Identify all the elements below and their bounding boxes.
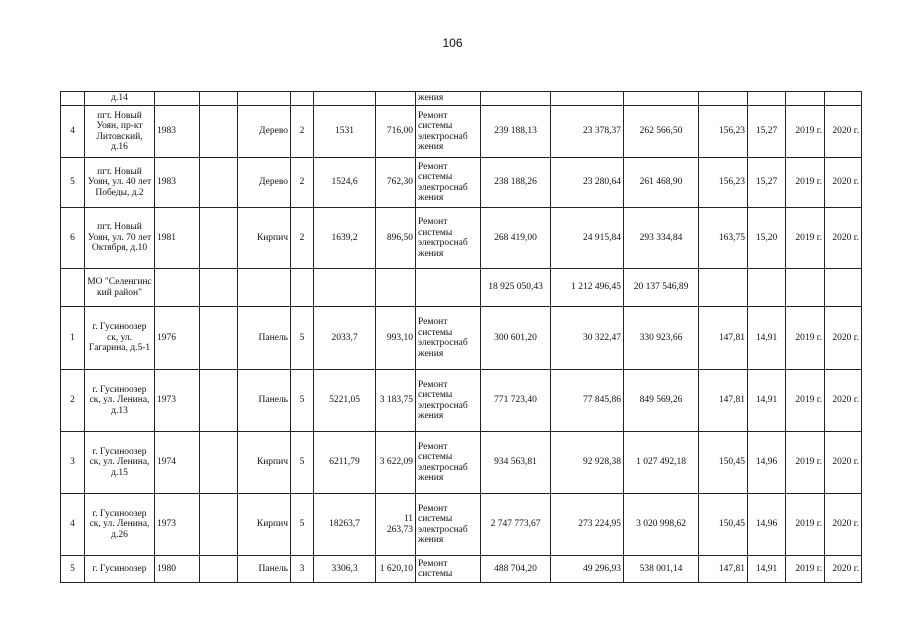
cost-per-m2-cell: 163,75 xyxy=(699,208,748,269)
empty-cell xyxy=(200,370,238,432)
floors-cell: 2 xyxy=(291,106,314,158)
address-cell: г. Гусиноозер ск, ул. Ленина, д.15 xyxy=(85,432,155,494)
total-area-cell: 2033,7 xyxy=(314,307,376,370)
work-type-cell: Ремонт системы электроснаб жения xyxy=(416,158,481,208)
cost-control-cell xyxy=(551,92,624,106)
row-number xyxy=(61,92,85,106)
floors-cell: 5 xyxy=(291,370,314,432)
end-year-cell xyxy=(825,92,862,106)
living-area-cell: 896,50 xyxy=(376,208,416,269)
empty-cell xyxy=(200,307,238,370)
cost-control-cell: 1 212 496,45 xyxy=(551,269,624,307)
floors-cell: 2 xyxy=(291,208,314,269)
work-type-cell: Ремонт системы xyxy=(416,556,481,583)
work-type-cell: Ремонт системы электроснаб жения xyxy=(416,432,481,494)
year-built-cell: 1981 xyxy=(155,208,200,269)
cost-control-cell: 23 280,64 xyxy=(551,158,624,208)
cost-total-cell xyxy=(624,92,699,106)
total-area-cell: 1639,2 xyxy=(314,208,376,269)
address-cell: пгт. Новый Уоян, ул. 70 лет Октября, д.10 xyxy=(85,208,155,269)
repair-program-table xyxy=(60,91,862,583)
cost-per-m2-cell xyxy=(699,269,748,307)
address-cell: г. Гусиноозер xyxy=(85,556,155,583)
percent-cell xyxy=(748,92,786,106)
cost-work-cell: 300 601,20 xyxy=(481,307,551,370)
percent-cell: 14,91 xyxy=(748,307,786,370)
table-row xyxy=(61,92,862,106)
wall-material-cell: Дерево xyxy=(238,106,291,158)
cost-control-cell: 23 378,37 xyxy=(551,106,624,158)
floors-cell: 5 xyxy=(291,307,314,370)
start-year-cell: 2019 г. xyxy=(786,556,825,583)
wall-material-cell xyxy=(238,92,291,106)
start-year-cell: 2019 г. xyxy=(786,208,825,269)
cost-total-cell: 261 468,90 xyxy=(624,158,699,208)
year-built-cell xyxy=(155,92,200,106)
cost-per-m2-cell xyxy=(699,92,748,106)
start-year-cell: 2019 г. xyxy=(786,494,825,556)
cost-control-cell: 92 928,38 xyxy=(551,432,624,494)
percent-cell: 15,27 xyxy=(748,106,786,158)
cost-total-cell: 330 923,66 xyxy=(624,307,699,370)
table-row xyxy=(61,269,862,307)
address-cell: г. Гусиноозер ск, ул. Гагарина, д.5-1 xyxy=(85,307,155,370)
living-area-cell: 1 620,10 xyxy=(376,556,416,583)
row-number: 5 xyxy=(61,158,85,208)
table-row xyxy=(61,556,862,583)
cost-per-m2-cell: 150,45 xyxy=(699,432,748,494)
cost-work-cell: 238 188,26 xyxy=(481,158,551,208)
address-cell: пгт. Новый Уоян, пр-кт Литовский, д.16 xyxy=(85,106,155,158)
start-year-cell xyxy=(786,92,825,106)
percent-cell: 14,91 xyxy=(748,370,786,432)
end-year-cell: 2020 г. xyxy=(825,307,862,370)
year-built-cell: 1980 xyxy=(155,556,200,583)
wall-material-cell: Панель xyxy=(238,370,291,432)
year-built-cell: 1973 xyxy=(155,370,200,432)
wall-material-cell: Панель xyxy=(238,307,291,370)
row-number xyxy=(61,269,85,307)
work-type-cell: Ремонт системы электроснаб жения xyxy=(416,307,481,370)
address-cell: пгт. Новый Уоян, ул. 40 лет Победы, д.2 xyxy=(85,158,155,208)
table-row xyxy=(61,158,862,208)
cost-work-cell: 771 723,40 xyxy=(481,370,551,432)
address-cell: МО "Селенгинс кий район" xyxy=(85,269,155,307)
floors-cell xyxy=(291,92,314,106)
row-number: 4 xyxy=(61,494,85,556)
work-type-cell: Ремонт системы электроснаб жения xyxy=(416,494,481,556)
cost-control-cell: 49 296,93 xyxy=(551,556,624,583)
wall-material-cell: Дерево xyxy=(238,158,291,208)
end-year-cell: 2020 г. xyxy=(825,370,862,432)
cost-per-m2-cell: 147,81 xyxy=(699,307,748,370)
cost-control-cell: 273 224,95 xyxy=(551,494,624,556)
start-year-cell: 2019 г. xyxy=(786,106,825,158)
cost-control-cell: 24 915,84 xyxy=(551,208,624,269)
empty-cell xyxy=(200,432,238,494)
row-number: 3 xyxy=(61,432,85,494)
cost-control-cell: 77 845,86 xyxy=(551,370,624,432)
cost-total-cell: 849 569,26 xyxy=(624,370,699,432)
start-year-cell: 2019 г. xyxy=(786,370,825,432)
living-area-cell xyxy=(376,269,416,307)
year-built-cell: 1974 xyxy=(155,432,200,494)
total-area-cell: 18263,7 xyxy=(314,494,376,556)
cost-work-cell: 488 704,20 xyxy=(481,556,551,583)
total-area-cell: 1531 xyxy=(314,106,376,158)
page-number: 106 xyxy=(442,36,463,50)
cost-work-cell: 239 188,13 xyxy=(481,106,551,158)
cost-total-cell: 1 027 492,18 xyxy=(624,432,699,494)
percent-cell: 15,27 xyxy=(748,158,786,208)
wall-material-cell: Кирпич xyxy=(238,432,291,494)
work-type-cell: Ремонт системы электроснаб жения xyxy=(416,370,481,432)
cost-per-m2-cell: 147,81 xyxy=(699,370,748,432)
total-area-cell: 5221,05 xyxy=(314,370,376,432)
living-area-cell: 762,30 xyxy=(376,158,416,208)
table-row xyxy=(61,494,862,556)
total-area-cell: 6211,79 xyxy=(314,432,376,494)
cost-work-cell xyxy=(481,92,551,106)
end-year-cell: 2020 г. xyxy=(825,432,862,494)
table-row xyxy=(61,106,862,158)
total-area-cell xyxy=(314,269,376,307)
row-number: 5 xyxy=(61,556,85,583)
row-number: 6 xyxy=(61,208,85,269)
end-year-cell xyxy=(825,269,862,307)
cost-total-cell: 3 020 998,62 xyxy=(624,494,699,556)
cost-total-cell: 293 334,84 xyxy=(624,208,699,269)
table-row xyxy=(61,370,862,432)
living-area-cell: 3 622,09 xyxy=(376,432,416,494)
total-area-cell: 3306,3 xyxy=(314,556,376,583)
start-year-cell: 2019 г. xyxy=(786,158,825,208)
empty-cell xyxy=(200,106,238,158)
cost-total-cell: 20 137 546,89 xyxy=(624,269,699,307)
percent-cell: 14,96 xyxy=(748,494,786,556)
floors-cell xyxy=(291,269,314,307)
address-cell: г. Гусиноозер ск, ул. Ленина, д.26 xyxy=(85,494,155,556)
cost-total-cell: 538 001,14 xyxy=(624,556,699,583)
cost-per-m2-cell: 147,81 xyxy=(699,556,748,583)
percent-cell: 14,91 xyxy=(748,556,786,583)
living-area-cell xyxy=(376,92,416,106)
empty-cell xyxy=(200,269,238,307)
percent-cell: 15,20 xyxy=(748,208,786,269)
row-number: 4 xyxy=(61,106,85,158)
floors-cell: 2 xyxy=(291,158,314,208)
end-year-cell: 2020 г. xyxy=(825,106,862,158)
total-area-cell: 1524,6 xyxy=(314,158,376,208)
year-built-cell: 1973 xyxy=(155,494,200,556)
wall-material-cell: Кирпич xyxy=(238,494,291,556)
floors-cell: 5 xyxy=(291,432,314,494)
living-area-cell: 11 263,73 xyxy=(376,494,416,556)
wall-material-cell xyxy=(238,269,291,307)
row-number: 2 xyxy=(61,370,85,432)
start-year-cell: 2019 г. xyxy=(786,307,825,370)
cost-control-cell: 30 322,47 xyxy=(551,307,624,370)
table-row xyxy=(61,307,862,370)
address-cell: д.14 xyxy=(85,92,155,106)
end-year-cell: 2020 г. xyxy=(825,208,862,269)
end-year-cell: 2020 г. xyxy=(825,494,862,556)
cost-per-m2-cell: 156,23 xyxy=(699,158,748,208)
end-year-cell: 2020 г. xyxy=(825,556,862,583)
cost-work-cell: 934 563,81 xyxy=(481,432,551,494)
empty-cell xyxy=(200,494,238,556)
end-year-cell: 2020 г. xyxy=(825,158,862,208)
wall-material-cell: Кирпич xyxy=(238,208,291,269)
floors-cell: 5 xyxy=(291,494,314,556)
empty-cell xyxy=(200,556,238,583)
living-area-cell: 3 183,75 xyxy=(376,370,416,432)
table-row xyxy=(61,432,862,494)
work-type-cell xyxy=(416,269,481,307)
living-area-cell: 993,10 xyxy=(376,307,416,370)
cost-total-cell: 262 566,50 xyxy=(624,106,699,158)
wall-material-cell: Панель xyxy=(238,556,291,583)
row-number: 1 xyxy=(61,307,85,370)
cost-per-m2-cell: 156,23 xyxy=(699,106,748,158)
empty-cell xyxy=(200,92,238,106)
start-year-cell: 2019 г. xyxy=(786,432,825,494)
work-type-cell: Ремонт системы электроснаб жения xyxy=(416,208,481,269)
year-built-cell: 1983 xyxy=(155,106,200,158)
work-type-cell: жения xyxy=(416,92,481,106)
empty-cell xyxy=(200,208,238,269)
floors-cell: 3 xyxy=(291,556,314,583)
cost-work-cell: 2 747 773,67 xyxy=(481,494,551,556)
total-area-cell xyxy=(314,92,376,106)
living-area-cell: 716,00 xyxy=(376,106,416,158)
work-type-cell: Ремонт системы электроснаб жения xyxy=(416,106,481,158)
percent-cell: 14,96 xyxy=(748,432,786,494)
year-built-cell: 1983 xyxy=(155,158,200,208)
year-built-cell: 1976 xyxy=(155,307,200,370)
cost-per-m2-cell: 150,45 xyxy=(699,494,748,556)
address-cell: г. Гусиноозер ск, ул. Ленина, д.13 xyxy=(85,370,155,432)
year-built-cell xyxy=(155,269,200,307)
start-year-cell xyxy=(786,269,825,307)
percent-cell xyxy=(748,269,786,307)
cost-work-cell: 268 419,00 xyxy=(481,208,551,269)
cost-work-cell: 18 925 050,43 xyxy=(481,269,551,307)
empty-cell xyxy=(200,158,238,208)
table-row xyxy=(61,208,862,269)
